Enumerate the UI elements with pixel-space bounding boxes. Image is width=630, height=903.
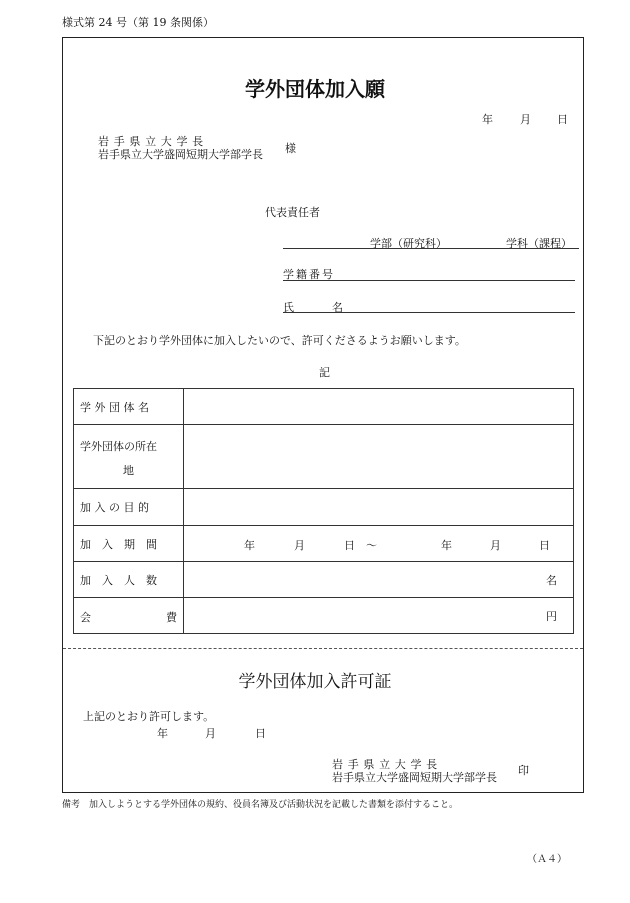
student-id-underline — [283, 280, 575, 281]
count-label: 加 入 人 数 — [80, 573, 157, 587]
table-row — [74, 526, 574, 562]
ki-heading: 記 — [319, 366, 330, 379]
period-day-1: 日 — [344, 539, 355, 552]
date-year-label: 年 — [482, 113, 493, 126]
org-name-label-cell — [74, 389, 184, 425]
faculty-label: 学部（研究科） — [370, 237, 447, 250]
application-table — [73, 388, 574, 634]
period-month-2: 月 — [490, 539, 501, 552]
permit-year-label: 年 — [157, 727, 168, 740]
period-input[interactable] — [184, 526, 574, 562]
note-text: 備考 加入しようとする学外団体の規約、役員名簿及び活動状況を記載した書類を添付すること。 — [62, 800, 459, 810]
permit-month-label: 月 — [205, 727, 216, 740]
location-label-cell — [74, 425, 184, 489]
request-text: 下記のとおり学外団体に加入したいので、許可くださるようお願いします。 — [93, 334, 466, 347]
fee-input[interactable] — [184, 598, 574, 634]
seal-mark: 印 — [518, 764, 529, 777]
cut-line — [63, 648, 583, 649]
fee-label-cell — [74, 598, 184, 634]
date-day-label: 日 — [557, 113, 568, 126]
period-label-cell — [74, 526, 184, 562]
permit-title: 学外団体加入許可証 — [238, 672, 392, 692]
page-title: 学外団体加入願 — [245, 77, 385, 101]
period-month-1: 月 — [294, 539, 305, 552]
table-row — [74, 598, 574, 634]
table-row — [74, 562, 574, 598]
purpose-input[interactable] — [184, 489, 574, 526]
fee-unit: 円 — [546, 609, 557, 623]
permit-signer-line-2: 岩手県立大学盛岡短期大学部学長 — [332, 771, 497, 784]
count-input[interactable] — [184, 562, 574, 598]
period-label: 加 入 期 間 — [80, 537, 157, 551]
table-row — [74, 425, 574, 489]
name-underline — [283, 312, 575, 313]
purpose-label: 加 入 の 目 的 — [80, 501, 149, 514]
permit-text: 上記のとおり許可します。 — [83, 710, 215, 723]
faculty-underline — [283, 248, 579, 249]
addressee-line-2: 岩手県立大学盛岡短期大学部学長 — [98, 148, 263, 161]
table-row — [74, 489, 574, 526]
purpose-label-cell — [74, 489, 184, 526]
fee-label-1: 会 — [80, 611, 91, 624]
period-day-2: 日 — [539, 539, 550, 552]
permit-signer-line-1: 岩 手 県 立 大 学 長 — [332, 758, 438, 771]
addressee-line-1: 岩 手 県 立 大 学 長 — [98, 135, 204, 148]
location-label-2: 地 — [123, 463, 134, 477]
location-input[interactable] — [184, 425, 574, 489]
form-reference: 様式第 24 号（第 19 条関係） — [62, 16, 214, 29]
name-label-first: 氏 — [283, 301, 294, 314]
period-year-2: 年 — [441, 539, 452, 552]
name-label-second: 名 — [332, 301, 343, 314]
period-year-1: 年 — [244, 539, 255, 552]
date-month-label: 月 — [520, 113, 531, 126]
paper-size: （Ａ４） — [527, 854, 567, 865]
department-label: 学科（課程） — [506, 237, 572, 250]
table-row — [74, 389, 574, 425]
org-name-input[interactable] — [184, 389, 574, 425]
representative-heading: 代表責任者 — [265, 206, 320, 219]
location-label-1: 学外団体の所在 — [80, 439, 157, 453]
count-unit: 名 — [546, 573, 557, 587]
addressee-honorific: 様 — [285, 142, 296, 155]
org-name-label: 学 外 団 体 名 — [80, 400, 149, 414]
permit-day-label: 日 — [255, 727, 266, 740]
count-label-cell — [74, 562, 184, 598]
student-id-label: 学籍番号 — [283, 268, 335, 281]
fee-label-2: 費 — [166, 611, 177, 624]
period-tilde: 〜 — [366, 539, 377, 552]
